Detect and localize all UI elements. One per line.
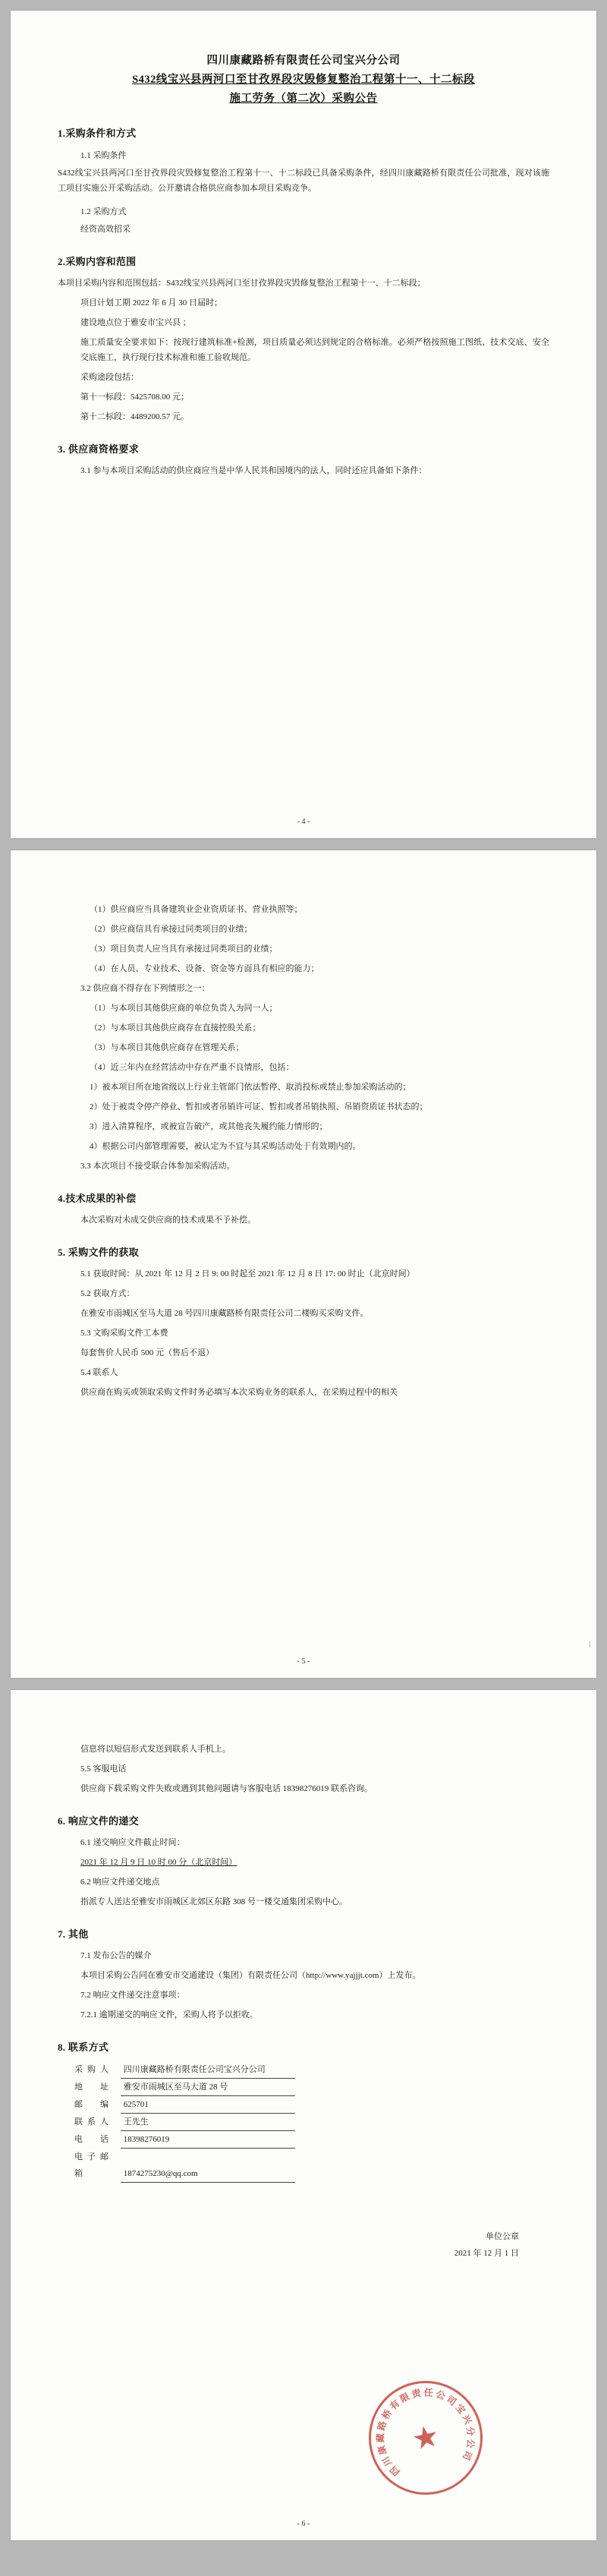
page-number-6: - 6 -	[297, 2520, 310, 2528]
contact-value: 雅安市雨城区至马大道 28 号	[121, 2079, 295, 2096]
margin-mark: |	[589, 1640, 590, 1647]
exclusion-subitem-1: 1）被本项目所在地省级以上行业主管部门依法暂停、取消投标或禁止参加采购活动的；	[90, 1083, 411, 1092]
exclusion-item-4: （4）近三年内在经营活动中存在严重不良情形，包括：	[90, 1063, 294, 1072]
contact-value: 1874275230@qq.com	[121, 2165, 295, 2183]
star-icon: ★	[408, 2417, 443, 2458]
contact-value: 18398276019	[121, 2131, 295, 2149]
paragraph-5-4: 5.4 联系人	[80, 1368, 118, 1377]
exclusion-item-1: （1）与本项目其他供应商的单位负责人为同一人；	[90, 1004, 278, 1013]
document-title	[58, 52, 549, 109]
title-line-1: 四川康藏路桥有限责任公司宝兴分公司	[206, 55, 401, 67]
paragraph-2-section-11: 第十一标段：5425708.00 元；	[80, 393, 189, 402]
signature-block	[58, 2228, 549, 2262]
subsection-1-1: 1.1 采购条件	[80, 151, 127, 160]
page-number-4: - 4 -	[297, 818, 310, 826]
paragraph-5-3: 5.3 文购采购文件工本费	[80, 1329, 168, 1338]
contact-value: 四川康藏路桥有限责任公司宝兴分公司	[121, 2061, 295, 2079]
paragraph-5-4-detail: 供应商在购买或领取采购文件时务必填写本次采购业务的联系人，在采购过程中的相关	[80, 1388, 398, 1397]
contact-label: 电 话	[74, 2135, 113, 2144]
signature-seal-label: 单位公章	[486, 2232, 519, 2241]
paragraph-5-2: 5.2 获取方式：	[80, 1289, 135, 1298]
subsection-3-2: 3.2 供应商不得存在下列情形之一：	[80, 984, 210, 993]
qualification-item-2: （2）供应商信具有承接过同类项目的业绩；	[90, 925, 253, 934]
paragraph-4-1: 本次采购对未成交供应商的技术成果不予补偿。	[80, 1215, 256, 1225]
paragraph-6-1-deadline: 2021 年 12 月 9 日 10 时 00 分（北京时间）	[80, 1858, 237, 1867]
paragraph-2-location: 建设地点位于雅安市宝兴县 ；	[80, 318, 191, 327]
paragraph-5-5-detail: 供应商下载采购文件失败或遇到其他问题请与客服电话 18398276019 联系咨询。	[80, 1784, 373, 1793]
paragraph-6-2-detail: 指派专人送达至雅安市雨城区北郊区东路 308 号一楼交通集团采购中心。	[80, 1897, 348, 1906]
seal-ring-text: 四 川 康 藏 路 桥 有 限 责 任 公 司 宝 兴 分 公 司	[375, 2387, 476, 2478]
contact-label: 联系人	[74, 2117, 113, 2127]
section-heading-1: 1.采购条件和方式	[58, 128, 137, 139]
contact-label: 采购人	[74, 2065, 113, 2074]
document-sheet-2	[11, 850, 596, 1678]
document-sheet-3	[11, 1690, 596, 2540]
contact-label: 地 址	[74, 2083, 113, 2092]
section-heading-8: 8. 联系方式	[58, 2042, 109, 2053]
section-heading-5: 5. 采购文件的获取	[58, 1247, 139, 1258]
paragraph-1-1-body: S432线宝兴县两河口至甘孜界段灾毁修复整治工程第十一、十二标段已具备采购条件，经四川康藏路桥有限责任公司批准，现对该施工项目实施公开采购活动。公开邀请合格供应商参加本项目采购竞争。	[58, 169, 549, 193]
subsection-1-2: 1.2 采购方式	[80, 207, 127, 216]
signature-date: 2021 年 12 月 1 日	[454, 2249, 519, 2258]
paragraph-2-sections-label: 采购途段包括：	[80, 373, 139, 382]
section-heading-2: 2.采购内容和范围	[58, 256, 137, 267]
paragraph-5-3-detail: 每套售价人民币 500 元（售后不退）	[80, 1348, 214, 1357]
exclusion-subitem-2: 2）处于被责令停产停业、暂扣或者吊销许可证、暂扣或者吊销执照、吊销资质证书状态的；	[90, 1102, 428, 1111]
exclusion-subitem-3: 3）进入清算程序，或被宣告破产，或其他丧失履约能力情形的；	[90, 1122, 328, 1131]
company-seal-stamp	[358, 2370, 493, 2505]
document-sheet-1	[11, 11, 596, 838]
contact-value: 王先生	[121, 2114, 295, 2131]
contact-value: 625701	[121, 2096, 295, 2114]
paragraph-5-1: 5.1 获取时间：从 2021 年 12 月 2 日 9: 00 时起至 2021 年 12 月 8 日 17: 00 时止（北京时间）	[80, 1269, 415, 1279]
section-heading-3: 3. 供应商资格要求	[58, 443, 139, 455]
subsection-3-3: 3.3 本次项目不接受联合体参加采购活动。	[80, 1162, 235, 1171]
qualification-item-3: （3）项目负责人应当具有承接过同类项目的业绩；	[90, 944, 278, 954]
exclusion-item-3: （3）与本项目其他供应商存在管理关系；	[90, 1043, 244, 1052]
title-line-2: S432线宝兴县两河口至甘孜界段灾毁修复整治工程第十一、十二标段	[132, 74, 475, 86]
paragraph-6-1: 6.1 递交响应文件截止时间：	[80, 1838, 185, 1847]
paragraph-5-5: 5.5 客服电话	[80, 1764, 127, 1774]
paragraph-2-schedule: 项目计划工期 2022 年 6 月 30 日届时；	[80, 298, 222, 307]
page-number-5: - 5 -	[297, 1657, 310, 1666]
paragraph-contact-note: 信息将以短信形式发送到联系人手机上。	[80, 1745, 231, 1754]
qualification-item-4: （4）在人员、专业技术、设备、资金等方面具有相应的能力；	[90, 964, 319, 973]
section-heading-6: 6. 响应文件的递交	[58, 1815, 139, 1827]
section-heading-4: 4.技术成果的补偿	[58, 1193, 137, 1204]
paragraph-6-2: 6.2 响应文件递交地点	[80, 1878, 160, 1887]
exclusion-item-2: （2）与本项目其他供应商存在直接控股关系；	[90, 1023, 261, 1033]
qualification-item-1: （1）供应商应当具备建筑业企业资质证书、营业执照等；	[90, 905, 303, 914]
contact-row	[58, 2096, 549, 2114]
contact-row	[58, 2149, 549, 2183]
paragraph-7-2: 7.2 响应文件递交注意事项：	[80, 1991, 185, 2000]
contact-row	[58, 2079, 549, 2096]
contact-row	[58, 2114, 549, 2131]
paragraph-2-section-12: 第十二标段：4489200.57 元。	[80, 412, 189, 421]
paragraph-7-1: 7.1 发布公告的媒介	[80, 1951, 152, 1960]
paragraph-2-scope: 本项目采购内容和范围包括：S432线宝兴县两河口至甘孜界段灾毁修复整治工程第十一、十二标段；	[58, 279, 426, 288]
paragraph-3-1: 3.1 参与本项目采购活动的供应商应当是中华人民共和国境内的法人，同时还应具备如下条件：	[80, 466, 427, 475]
paragraph-1-2-body: 经资高效招采	[80, 225, 131, 234]
paragraph-2-quality: 施工质量安全要求如下：按现行建筑标准+检测，项目质量必须达到规定的合格标准。必须严格按照施工图纸、技术交底、安全交底施工，执行现行技术标准和施工验收规范。	[80, 338, 549, 362]
contact-row	[58, 2061, 549, 2079]
contact-label: 电子邮箱	[74, 2152, 113, 2178]
paragraph-7-2-1: 7.2.1 逾期递交的响应文件，采购人将予以拒收。	[80, 2010, 258, 2019]
paragraph-5-2-detail: 在雅安市雨城区至马大道 28 号四川康藏路桥有限责任公司二楼购买采购文件。	[80, 1309, 369, 1318]
title-line-3: 施工劳务（第二次）采购公告	[229, 93, 378, 105]
exclusion-subitem-4: 4）根据公司内部管理需要，被认定为不宜与其采购活动处于有效期内的。	[90, 1142, 361, 1151]
paragraph-7-1-detail: 本项目采购公告同在雅安市交通建设（集团）有限责任公司（http://www.yajjjt.com）上发布。	[80, 1971, 421, 1980]
section-heading-7: 7. 其他	[58, 1928, 89, 1940]
contact-label: 邮 编	[74, 2100, 113, 2109]
contact-row	[58, 2131, 549, 2149]
